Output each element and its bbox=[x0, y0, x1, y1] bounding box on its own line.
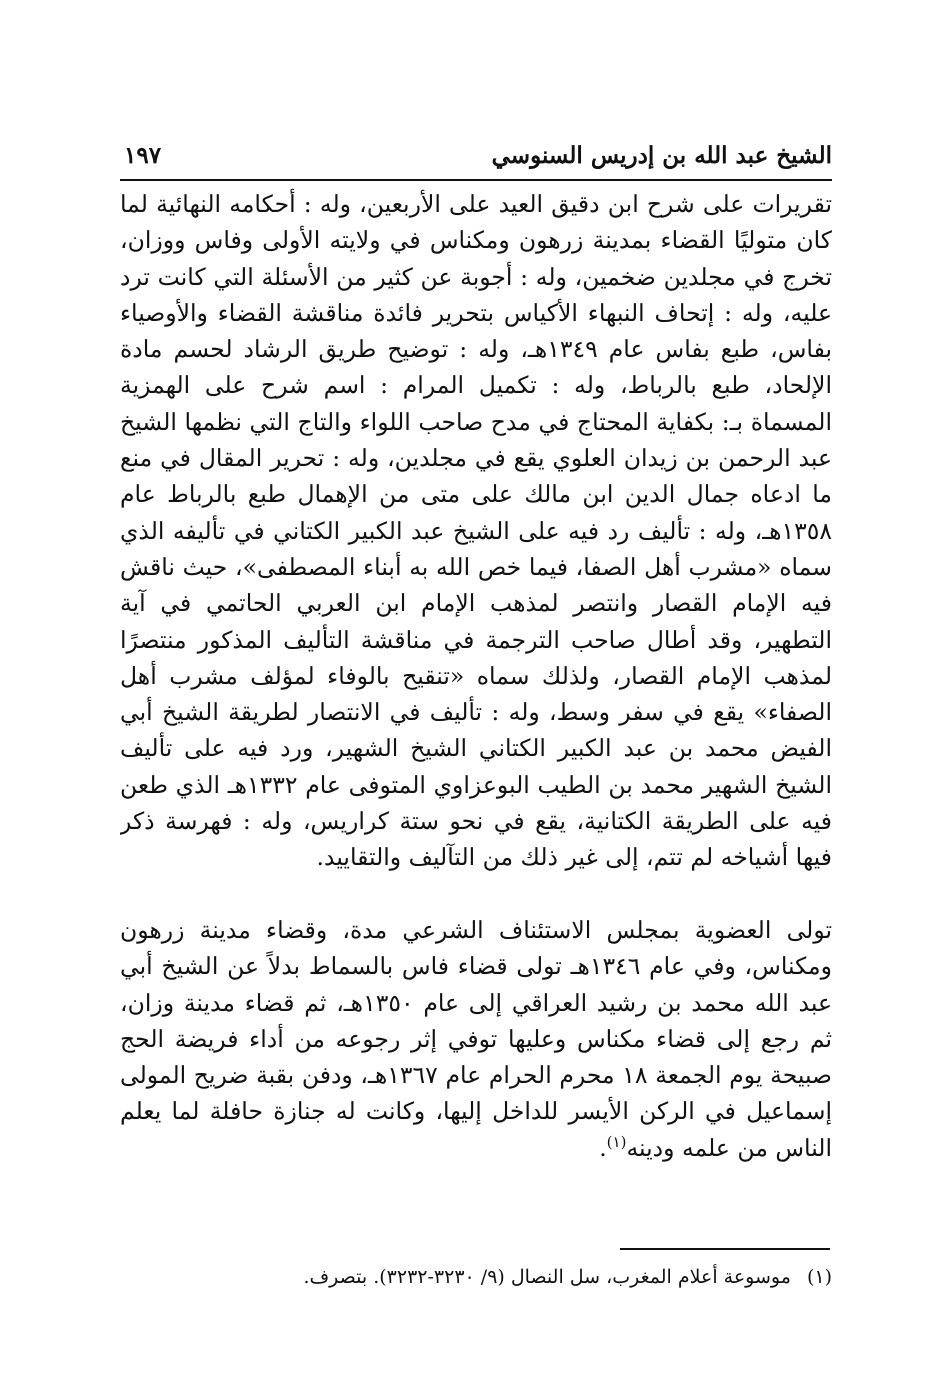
footnote-reference: (١) bbox=[606, 1132, 627, 1151]
paragraph-biography bbox=[120, 912, 832, 1208]
footnote-text: موسوعة أعلام المغرب، سل النصال (٩/ ٣٢٣٠-٣٢٣٢). بتصرف. bbox=[303, 1266, 791, 1288]
header-rule bbox=[120, 179, 832, 181]
footnote bbox=[120, 1262, 832, 1292]
footnote-rule bbox=[620, 1248, 830, 1250]
running-title: الشيخ عبد الله بن إدريس السنوسي bbox=[491, 142, 832, 169]
main-text bbox=[120, 186, 832, 1162]
page-number: ١٩٧ bbox=[124, 142, 162, 169]
paragraph-biography-end: . bbox=[599, 1133, 607, 1162]
footnote-mark: (١) bbox=[806, 1266, 832, 1288]
running-header bbox=[120, 140, 832, 180]
paragraph-biography-text: تولى العضوية بمجلس الاستئناف الشرعي مدة، وقضاء مدينة زرهون ومكناس، وفي عام ١٣٤٦هـ تولى قضاء فاس بالسماط بدلاً عن الشيخ أبي عبد الله محمد بن رشيد العراقي إلى عام ١٣٥٠هـ، ثم قضاء مدينة وزان، ثم رجع إلى قضاء مكناس وعليها توفي إثر رجوعه من أداء فريضة الحج صبيحة يوم الجمعة ١٨ محرم الحرام عام ١٣٦٧هـ، ودفن بقبة ضريح المولى إسماعيل في الركن الأيسر للداخل إليها، وكانت له جنازة حافلة لما يعلم الناس من علمه ودينه bbox=[120, 916, 832, 1162]
paragraph-works: تقريرات على شرح ابن دقيق العيد على الأربعين، وله : أحكامه النهائية لما كان متوليًا القضاء بمدينة زرهون ومكناس في ولايته الأولى وفاس ووزان، تخرج في مجلدين ضخمين، وله : أجوبة عن كثير من الأسئلة التي كانت ترد عليه، وله : إتحاف النبهاء الأكياس بتحرير فائدة مناقشة القضاء والأوصياء بفاس، طبع بفاس عام ١٣٤٩هـ، وله : توضيح طريق الرشاد لحسم مادة الإلحاد، طبع بالرباط، وله : تكميل المرام : اسم شرح على الهمزية المسماة بـ: بكفاية المحتاج في مدح صاحب اللواء والتاج التي نظمها الشيخ عبد الرحمن بن زيدان العلوي يقع في مجلدين، وله : تحرير المقال في منع ما ادعاه جمال الدين ابن مالك على متى من الإهمال طبع بالرباط عام ١٣٥٨هـ، وله : تأليف رد فيه على الشيخ عبد الكبير الكتاني في تأليفه الذي سماه «مشرب أهل الصفا، فيما خص الله به أبناء المصطفى»، حيث ناقش فيه الإمام القصار وانتصر لمذهب الإمام ابن العربي الحاتمي في آية التطهير، وقد أطال صاحب الترجمة في مناقشة التأليف المذكور منتصرًا لمذهب الإمام القصار، ولذلك سماه «تنقيح بالوفاء لمؤلف مشرب أهل الصفاء» يقع في سفر وسط، وله : تأليف في الانتصار لطريقة الشيخ أبي الفيض محمد بن عبد الكبير الكتاني الشيخ الشهير، ورد فيه على تأليف الشيخ الشهير محمد بن الطيب البوعزاوي المتوفى عام ١٣٣٢هـ الذي طعن فيه على الطريقة الكتانية، يقع في نحو ستة كراريس، وله : فهرسة ذكر فيها أشياخه لم تتم، إلى غير ذلك من التآليف والتقاييد. bbox=[120, 190, 832, 872]
